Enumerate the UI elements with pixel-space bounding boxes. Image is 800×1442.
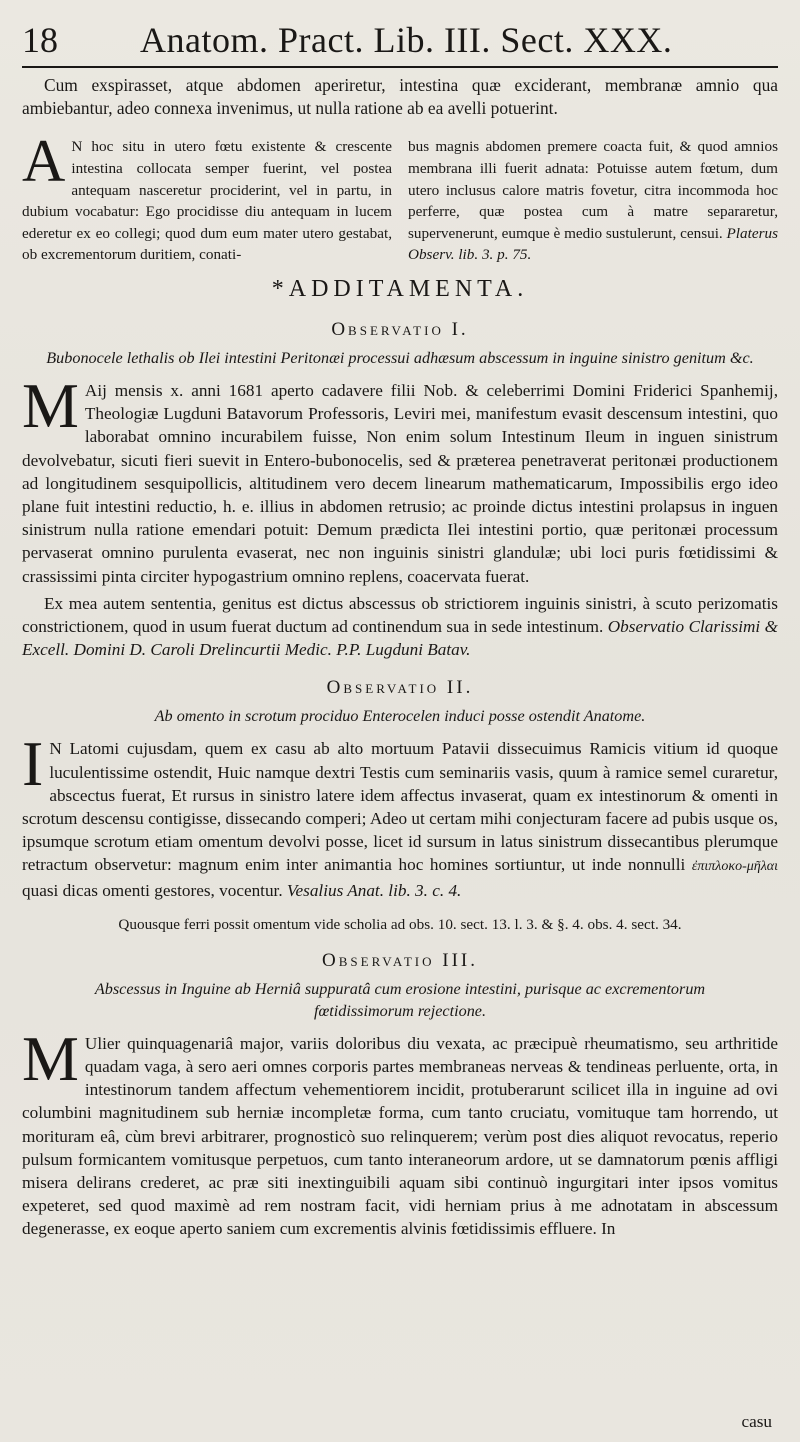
drop-cap: M <box>22 369 79 441</box>
observation-2-title: Observatio II. <box>326 677 474 699</box>
intro-paragraph: Cum exspirasset, atque abdomen aperiretur, intestina quæ exciderant, membranæ amnio qua ambiebantur, adeo connexa invenimus, ut nulla ratione ab ea avelli potuerint. <box>22 75 778 119</box>
drop-cap: I <box>22 728 44 800</box>
observation-1-title: Observatio I. <box>331 318 469 340</box>
two-column-block <box>22 128 778 266</box>
observation-3-title: Observatio III. <box>322 949 478 971</box>
observation-1-text-second: Ex mea autem sententia, genitus est dictus abscessus ob strictiorem inguinis sinistri, à scuto perizomatis constrictionem, quod in usum fuerat ductum ad continendum sua in sede intestinum. <box>22 593 778 636</box>
observation-2-text: N Latomi cujusdam, quem ex casu ab alto mortuum Patavii dissecuimus Ramicis vitium id quoque luculentissime ostendit, Huic namque dextri Testis cum seminariis vasis, quum à ramice semel curaretur, abscectus fuerat, Et rursus in sinistro latere idem affectus invaserat, quam ex intestinorum & omenti in scrotum descensu contigisse, dissecando comperi; Adeo ut certam mihi conjecturam facere ad pubis usque os, ipsumque scrotum etiam omentum devolvi posse, licet id sursum in latus sinistrum dissecantibus plerumque retractum observetur: magnum enim inter animantia hoc homines sortiuntur, ut inde nonnulli <box>22 739 778 875</box>
observation-1-text: Aij mensis x. anni 1681 aperto cadavere filii Nob. & celeberrimi Domini Friderici Spanhemij, Theologiæ Lugduni Batavorum Professoris, Leviri mei, manifestum evasit descensum intestini, quo laborabat omnino incurabilem fuisse, Non enim solum Intestinum Ileum in inguen sinistrum devolvebatur, sicuti fieri suevit in Entero-bubonocelis, sed & præterea penetraverat peritonæi productionem ad longitudinem sesquipollicis, altitudinem vero decem linearum mathematicarum, Impossibilis ergo ideo plane fuit intestini reductio, h. e. illius in abdomen retrusio; ac proinde dictus intestini prolapsus in inguen sinistrum nulla ratione emendari potuit: Demum prædicta Ilei intestini portio, quæ peritonæi processum pervaserat omnino purulenta evaserat, nec non inguinis sinistri glandulæ; ubi loci puris fœtidissimi & crassissimi pinta circiter hypogastrium omnino replens, coacervata fuerat. <box>22 380 778 586</box>
observation-2-text-end: quasi dicas omenti gestores, vocentur. <box>22 880 283 900</box>
observation-2-citation: Vesalius Anat. lib. 3. c. 4. <box>286 880 462 900</box>
drop-cap: M <box>22 1022 79 1094</box>
left-column <box>22 128 392 266</box>
observation-1-body-second <box>22 592 778 662</box>
right-column <box>408 136 778 266</box>
drop-cap: A <box>22 128 66 195</box>
right-column-text: bus magnis abdomen premere coacta fuit, & quod amnios membrana illi fuerit adnata: Potuisse autem fœtum, dum utero inclusus calore matris fovetur, citra incommoda hoc perferre, quæ postea cum à matre separaretur, supervenerunt, eumque è medio sustulerunt, censui. <box>408 138 778 242</box>
observation-2-body <box>22 728 779 901</box>
observation-1-subtitle: Bubonocele lethalis ob Ilei intestini Peritonæi processui adhæsum abscessum in inguine sinistro genitum &c. <box>46 348 754 367</box>
page-header <box>22 18 778 68</box>
catchword: casu <box>741 1412 772 1431</box>
observation-3-subtitle: Abscessus in Inguine ab Herniâ suppuratâ cum erosione intestini, purisque ac excrementorum fœtidissimorum rejectione. <box>94 979 706 1020</box>
observation-1-body <box>22 369 778 588</box>
greek-term: ἐπιπλοκο-μῆλαι <box>691 859 779 875</box>
observation-3-text: Ulier quinquagenariâ major, variis doloribus diu vexata, ac præcipuè rheumatismo, seu arthritide quadam vaga, à sero aeri omnes corporis partes membraneas nerveas & tendineas perluente, orta, in intestinorum tandem affectum vehementiorem incidit, protuberarunt scilicet illa in inguine ad ovi columbini magnitudinem sub herniæ incompletæ forma, cum tanto cruciatu, vomituque tam horrendo, ut morituram eâ, cùm brevi arbitrarer, prognosticò suo relinquerem; verùm post dies aliquot revocatus, reperio pulsum formicantem vomitusque perpetuos, cum tanto interaneorum ardore, ut se damnatorum pœnis affligi misera delirans crederet, ac præ siti inextinguibili aquam sibi continuò ingurgitari inter ipsos vomitus expeteret, sed quod maximè ad rem nostram facit, vidi herniam prius à me adnotatam in abscessum degenerasse, ex eoque aperto saniem cum excrementis alvinis fœtidissimis effluere. In <box>22 1033 778 1239</box>
right-column-citation: Platerus Observ. lib. 3. p. 75. <box>408 224 778 264</box>
page-number: 18 <box>22 20 58 60</box>
section-title: *ADDITAMENTA. <box>271 275 529 302</box>
running-head: Anatom. Pract. Lib. III. Sect. XXX. <box>140 20 673 60</box>
observation-1-citation: Observatio Clarissimi & Excell. Domini D. Caroli Drelincurtii Medic. P.P. Lugduni Batav. <box>22 617 778 660</box>
cross-reference: Quousque ferri possit omentum vide scholia ad obs. 10. sect. 13. l. 3. & §. 4. obs. 4. sect. 34. <box>118 915 682 933</box>
left-column-text: N hoc situ in utero fœtu existente & crescente intestina collocata semper fuerint, vel postea antequam nasceretur prociderint, vel in partu, in dubium vocabatur: Ego procidisse diu antequam in lucem ederetur ex eo collegi; quod dum eum mater utero gestabat, ob excrementorum duritiem, conati- <box>22 138 392 264</box>
observation-2-subtitle: Ab omento in scrotum prociduo Enterocelen induci posse ostendit Anatome. <box>154 707 646 726</box>
observation-3-body <box>22 1022 778 1241</box>
